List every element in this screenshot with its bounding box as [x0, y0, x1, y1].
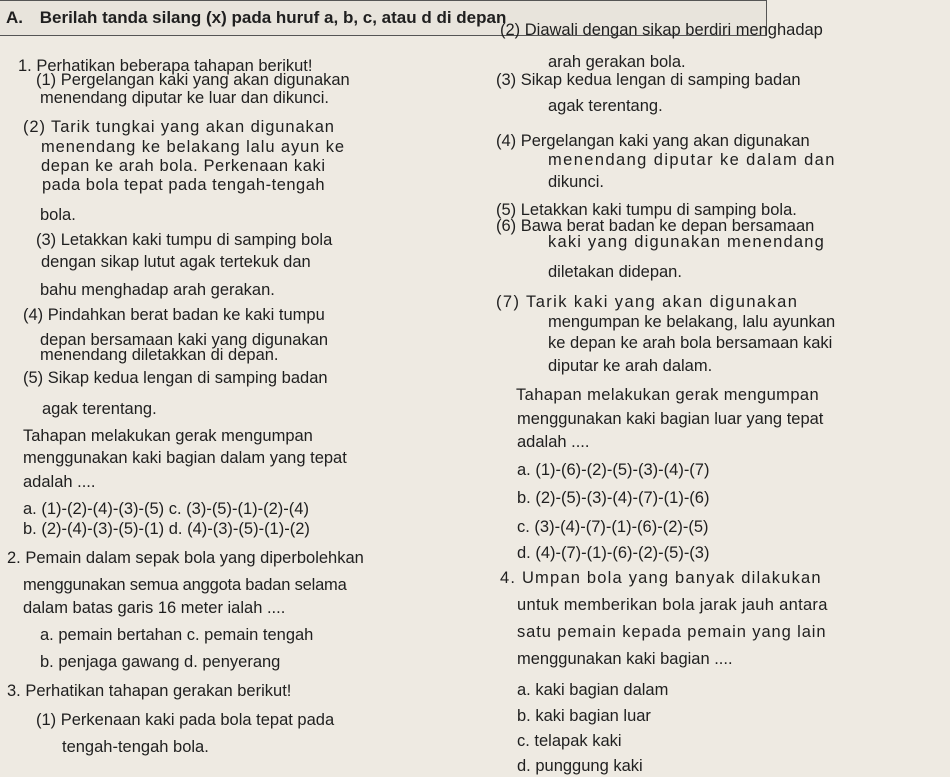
- right-column-text-line: Tahapan melakukan gerak mengumpan: [516, 386, 820, 404]
- left-column-text-line: (2) Tarik tungkai yang akan digunakan: [23, 118, 335, 136]
- right-column-text-line: (5) Letakkan kaki tumpu di samping bola.: [496, 201, 797, 219]
- left-column-text-line: (5) Sikap kedua lengan di samping badan: [23, 369, 328, 387]
- left-column-text-line: bola.: [40, 206, 76, 224]
- section-instruction: Berilah tanda silang (x) pada huruf a, b, c, atau d di depan: [39, 8, 507, 27]
- left-column-text-line: a. pemain bertahan c. pemain tengah: [40, 626, 314, 644]
- left-column-text-line: (3) Letakkan kaki tumpu di samping bola: [36, 231, 333, 249]
- left-column-text-line: dengan sikap lutut agak tertekuk dan: [41, 253, 311, 271]
- right-column-text-line: menendang diputar ke dalam dan: [548, 151, 836, 169]
- right-column-text-line: diletakan didepan.: [548, 263, 682, 281]
- left-column-text-line: 2. Pemain dalam sepak bola yang diperbolehkan: [7, 549, 364, 567]
- right-column-text-line: c. telapak kaki: [517, 732, 622, 750]
- left-column-text-line: (4) Pindahkan berat badan ke kaki tumpu: [23, 306, 325, 324]
- left-column-text-line: adalah ....: [23, 473, 96, 491]
- left-column-text-line: pada bola tepat pada tengah-tengah: [42, 176, 326, 194]
- right-column-text-line: b. (2)-(5)-(3)-(4)-(7)-(1)-(6): [517, 489, 710, 507]
- right-column-text-line: c. (3)-(4)-(7)-(1)-(6)-(2)-(5): [517, 518, 709, 536]
- right-column-text-line: adalah ....: [517, 433, 590, 451]
- right-column-text-line: (2) Diawali dengan sikap berdiri menghadap: [500, 21, 823, 39]
- left-column-text-line: b. penjaga gawang d. penyerang: [40, 653, 281, 671]
- right-column-text-line: diputar ke arah dalam.: [548, 357, 713, 375]
- right-column-text-line: b. kaki bagian luar: [517, 707, 651, 725]
- right-column-text-line: mengumpan ke belakang, lalu ayunkan: [548, 313, 836, 331]
- right-column-text-line: d. (4)-(7)-(1)-(6)-(2)-(5)-(3): [517, 544, 710, 562]
- right-column-text-line: untuk memberikan bola jarak jauh antara: [517, 596, 828, 614]
- right-column-text-line: satu pemain kepada pemain yang lain: [517, 623, 827, 641]
- right-column-text-line: (6) Bawa berat badan ke depan bersamaan: [496, 217, 815, 235]
- right-column-text-line: menggunakan kaki bagian luar yang tepat: [517, 410, 824, 428]
- left-column-text-line: dalam batas garis 16 meter ialah ....: [23, 599, 286, 617]
- right-column-text-line: menggunakan kaki bagian ....: [517, 650, 733, 668]
- left-column-text-line: depan bersamaan kaki yang digunakan: [40, 331, 329, 349]
- left-column-text-line: menendang diputar ke luar dan dikunci.: [40, 89, 329, 107]
- left-column-text-line: 1. Perhatikan beberapa tahapan berikut!: [18, 57, 313, 75]
- left-column-text-line: (1) Perkenaan kaki pada bola tepat pada: [36, 711, 335, 729]
- right-column-text-line: a. (1)-(6)-(2)-(5)-(3)-(4)-(7): [517, 461, 710, 479]
- right-column-text-line: (3) Sikap kedua lengan di samping badan: [496, 71, 801, 89]
- left-column-text-line: agak terentang.: [42, 400, 157, 418]
- right-column-text-line: kaki yang digunakan menendang: [548, 233, 825, 251]
- right-column-text-line: dikunci.: [548, 173, 604, 191]
- right-column-text-line: arah gerakan bola.: [548, 53, 686, 71]
- left-column-text-line: 3. Perhatikan tahapan gerakan berikut!: [7, 682, 292, 700]
- section-letter: A.: [6, 8, 23, 27]
- left-column-text-line: menendang diletakkan di depan.: [40, 346, 279, 364]
- right-column-text-line: 4. Umpan bola yang banyak dilakukan: [500, 569, 822, 587]
- right-column-text-line: a. kaki bagian dalam: [517, 681, 669, 699]
- left-column-text-line: depan ke arah bola. Perkenaan kaki: [41, 157, 326, 175]
- left-column-text-line: menggunakan kaki bagian dalam yang tepat: [23, 449, 347, 467]
- left-column-text-line: bahu menghadap arah gerakan.: [40, 281, 275, 299]
- left-column-text-line: a. (1)-(2)-(4)-(3)-(5) c. (3)-(5)-(1)-(2)-(4): [23, 500, 309, 518]
- left-column-text-line: Tahapan melakukan gerak mengumpan: [23, 427, 313, 445]
- right-column-text-line: (7) Tarik kaki yang akan digunakan: [496, 293, 799, 311]
- left-column-text-line: menendang ke belakang lalu ayun ke: [41, 138, 345, 156]
- left-column-text-line: menggunakan semua anggota badan selama: [23, 576, 347, 594]
- right-column-text-line: agak terentang.: [548, 97, 663, 115]
- left-column-text-line: b. (2)-(4)-(3)-(5)-(1) d. (4)-(3)-(5)-(1)-(2): [23, 520, 310, 538]
- left-column-text-line: tengah-tengah bola.: [62, 738, 209, 756]
- right-column-text-line: d. punggung kaki: [517, 757, 643, 775]
- left-column-text-line: (1) Pergelangan kaki yang akan digunakan: [36, 71, 350, 89]
- right-column-text-line: (4) Pergelangan kaki yang akan digunakan: [496, 132, 810, 150]
- right-column-text-line: ke depan ke arah bola bersamaan kaki: [548, 334, 833, 352]
